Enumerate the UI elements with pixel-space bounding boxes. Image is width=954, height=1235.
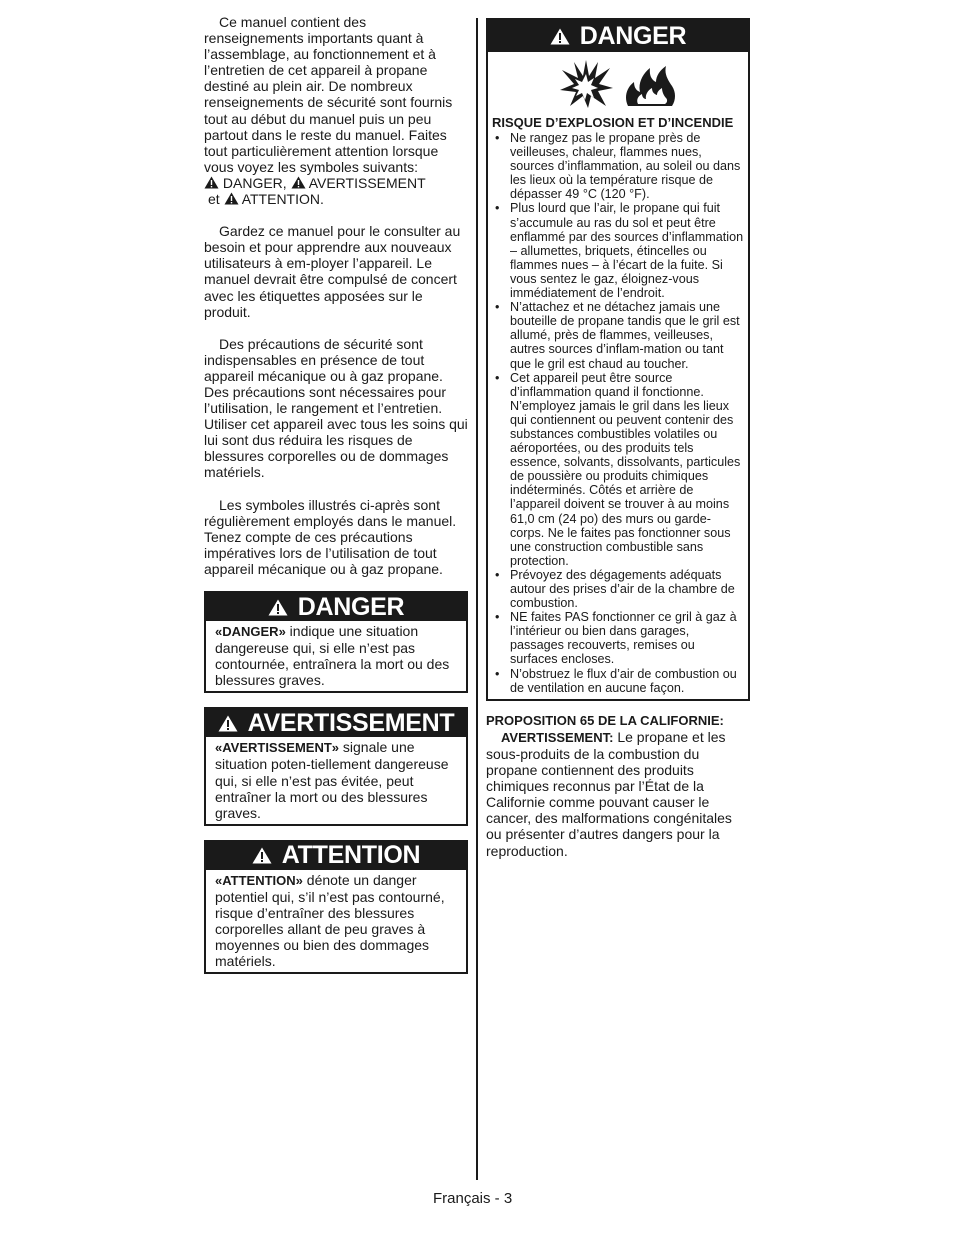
list-item: • N’attachez et ne détachez jamais une bouteille de propane tandis que le gril est allumé, près de flammes, veilleuses, autres sources d’inflam-mation ou tant que le gril est chaud au toucher.	[492, 300, 744, 370]
explosion-danger-sign	[486, 18, 750, 701]
danger-sign	[204, 591, 468, 693]
proposition-65	[486, 713, 750, 859]
avertissement-sign-header	[206, 709, 466, 737]
avertissement-sign-title: AVERTISSEMENT	[247, 708, 455, 737]
explosion-icon	[558, 58, 614, 110]
avertissement-sign-text: «AVERTISSEMENT» signale une situation poten-tiellement dangereuse qui, si elle n’est pas évitée, peut entraîner la mort ou des blessures graves.	[215, 739, 449, 821]
risk-bullet-list	[488, 131, 748, 699]
list-item: • Ne rangez pas le propane près de veilleuses, chaleur, flammes nues, sources d’inflammation, au soleil ou dans les lieux où la température risque de dépasser 49 °C (120 °F).	[492, 131, 744, 201]
proposition-65-title: PROPOSITION 65 DE LA CALIFORNIE:	[486, 712, 724, 728]
list-item: • N’obstruez le flux d’air de combustion ou de ventilation en aucune façon.	[492, 667, 744, 695]
hazard-pictograms	[488, 52, 748, 112]
explosion-danger-title: DANGER	[579, 21, 687, 50]
left-column	[204, 14, 468, 988]
danger-sign-title: DANGER	[297, 592, 405, 621]
column-divider	[476, 18, 478, 1180]
warning-triangle-icon	[252, 847, 272, 864]
list-item: • Plus lourd que l’air, le propane qui fuit s’accumule au ras du sol et peut être enflammé par des sources d’inflammation – allumettes, briquets, étincelles ou flammes nues – à l’écart de la fuite. Si vous sentez le gaz, éloignez-vous immédiatement de l’endroit.	[492, 201, 744, 300]
list-item: • Cet appareil peut être source d’inflammation quand il fonctionne. N’employez jamais le gril dans les lieux qui contiennent ou peuvent contenir des substances combustibles volatiles ou aéroportées, ou des produits tels essence, solvants, dissolvants, particules de poussière ou produits chimiques indéterminés. Côtés et arrière de l’appareil doivent se trouver à au moins 61,0 cm (24 po) des murs ou garde-corps. Ne le faites pas fonctionner sous une construction combustible sans protection.	[492, 371, 744, 568]
symbols-line-2: et ATTENTION.	[208, 191, 324, 208]
intro-paragraph-3: Des précautions de sécurité sont indispensables en présence de tout appareil mécanique ou à gaz propane. Des précautions sont nécessaires pour l’utilisation, le rangement et l’entretien. Utiliser cet appareil avec tous les soins qui lui sont dus réduira les risques de blessures corporelles ou de dommages matériels.	[204, 335, 468, 481]
symbols-line: DANGER, AVERTISSEMENT	[204, 175, 468, 191]
attention-sign	[204, 840, 468, 975]
warning-triangle-icon	[550, 28, 570, 45]
warning-triangle-icon	[218, 715, 238, 732]
warning-triangle-icon	[204, 176, 219, 189]
danger-sign-header	[206, 593, 466, 621]
attention-sign-text: «ATTENTION» dénote un danger potentiel qui, s’il n’est pas contourné, risque d’entraîner des blessures corporelles allant de peu graves à moyennes ou bien des dommages matériels.	[215, 871, 445, 970]
list-item: • Prévoyez des dégagements adéquats autour des prises d’air de la chambre de combustion.	[492, 568, 744, 610]
warning-triangle-icon	[291, 176, 306, 189]
intro-paragraph-4: Les symboles illustrés ci-après sont régulièrement employés dans le manuel. Tenez compte de ces précautions impératives lors de l’utilisation de tout appareil mécanique ou à gaz propane.	[204, 496, 457, 577]
risk-title: RISQUE D’EXPLOSION ET D’INCENDIE	[492, 115, 734, 130]
warning-triangle-icon	[224, 192, 239, 205]
attention-sign-header	[206, 842, 466, 870]
avertissement-sign	[204, 707, 468, 825]
danger-sign-text: «DANGER» indique une situation dangereuse qui, si elle n’est pas contournée, entraînera la mort ou des blessures graves.	[215, 623, 450, 689]
explosion-danger-header	[488, 20, 748, 52]
intro-paragraph-1: Ce manuel contient des renseignements importants quant à l’assemblage, au fonctionnement et à l’entretien de cet appareil à propane destiné au plein air. De nombreux renseignements de sécurité sont fournis tout au début du manuel puis un peu partout dans le reste du manuel. Faites tout particulièrement attention lorsque vous voyez les symboles suivants: DANGER, AVERTISSEMENT et ATTENTION.	[204, 14, 468, 207]
right-column	[486, 18, 750, 859]
page-footer: Français - 3	[433, 1190, 513, 1207]
fire-icon	[622, 58, 678, 110]
warning-triangle-icon	[268, 599, 288, 616]
list-item: • NE faites PAS fonctionner ce gril à gaz à l’intérieur ou bien dans garages, passages recouverts, remises ou surfaces encloses.	[492, 610, 744, 666]
attention-sign-title: ATTENTION	[281, 841, 421, 870]
intro-paragraph-2: Gardez ce manuel pour le consulter au besoin et pour apprendre aux nouveaux utilisateurs à em-ployer l’appareil. Le manuel devrait être compulsé de concert avec les étiquettes apposées sur le produit.	[204, 223, 461, 320]
proposition-65-text: AVERTISSEMENT: Le propane et les sous-produits de la combustion du propane contiennent des produits chimiques reconnus par l’État de la Californie comme pouvant causer le cancer, des malformations congénitales ou présenter d’autres dangers pour la reproduction.	[486, 728, 732, 859]
